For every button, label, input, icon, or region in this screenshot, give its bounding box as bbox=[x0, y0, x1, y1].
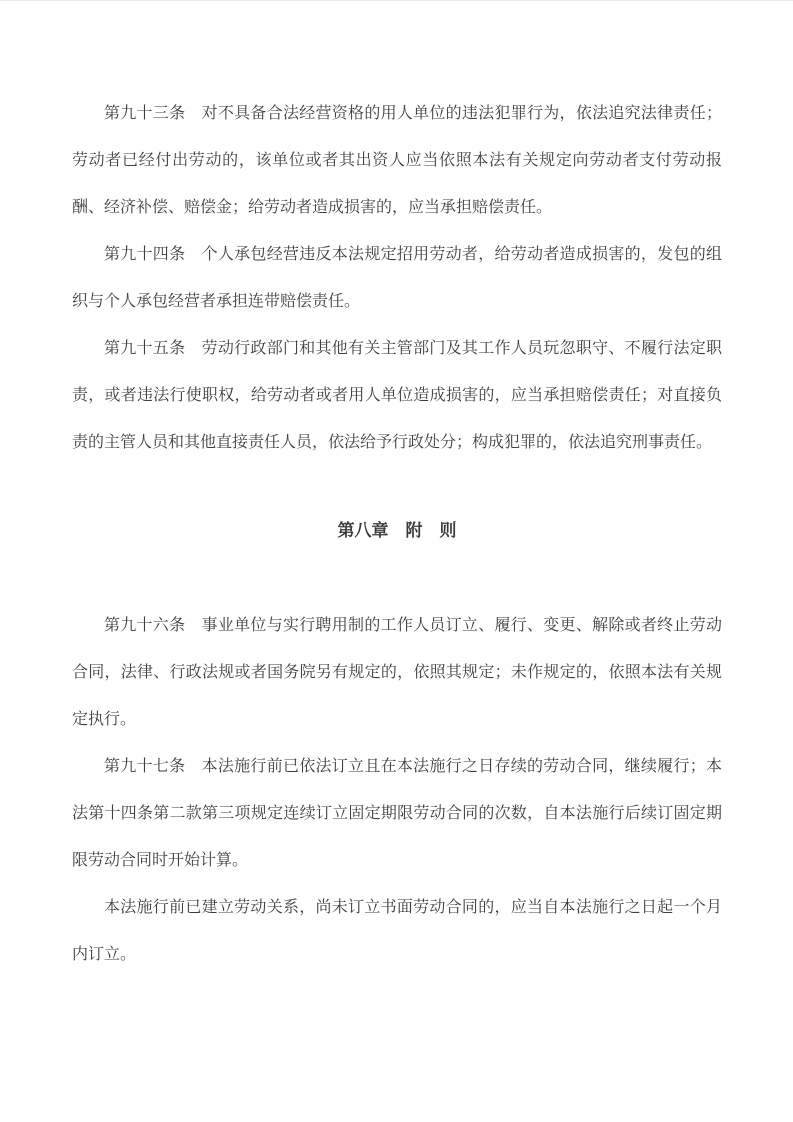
paragraph-article-97-continued: 本法施行前已建立劳动关系，尚未订立书面劳动合同的，应当自本法施行之日起一个月内订立。 bbox=[72, 899, 722, 963]
paragraph-article-96: 第九十六条 事业单位与实行聘用制的工作人员订立、履行、变更、解除或者终止劳动合同，法律、行政法规或者国务院另有规定的，依照其规定；未作规定的，依照本法有关规定执行。 bbox=[72, 617, 722, 728]
chapter-heading: 第八章 附 则 bbox=[337, 521, 457, 540]
paragraph-article-95: 第九十五条 劳动行政部门和其他有关主管部门及其工作人员玩忽职守、不履行法定职责，或者违法行使职权，给劳动者或者用人单位造成损害的，应当承担赔偿责任；对直接负责的主管人员和其他直接责任人员，依法给予行政处分；构成犯罪的，依法追究刑事责任。 bbox=[72, 340, 722, 451]
document-content-area bbox=[0, 1, 793, 1122]
paragraph-article-94: 第九十四条 个人承包经营违反本法规定招用劳动者，给劳动者造成损害的，发包的组织与个人承包经营者承担连带赔偿责任。 bbox=[72, 246, 722, 310]
paragraph-article-93: 第九十三条 对不具备合法经营资格的用人单位的违法犯罪行为，依法追究法律责任；劳动者已经付出劳动的，该单位或者其出资人应当依照本法有关规定向劳动者支付劳动报酬、经济补偿、赔偿金；给劳动者造成损害的，应当承担赔偿责任。 bbox=[72, 105, 722, 216]
paragraph-article-97: 第九十七条 本法施行前已依法订立且在本法施行之日存续的劳动合同，继续履行；本法第十四条第二款第三项规定连续订立固定期限劳动合同的次数，自本法施行后续订固定期限劳动合同时开始计算。 bbox=[72, 758, 722, 869]
